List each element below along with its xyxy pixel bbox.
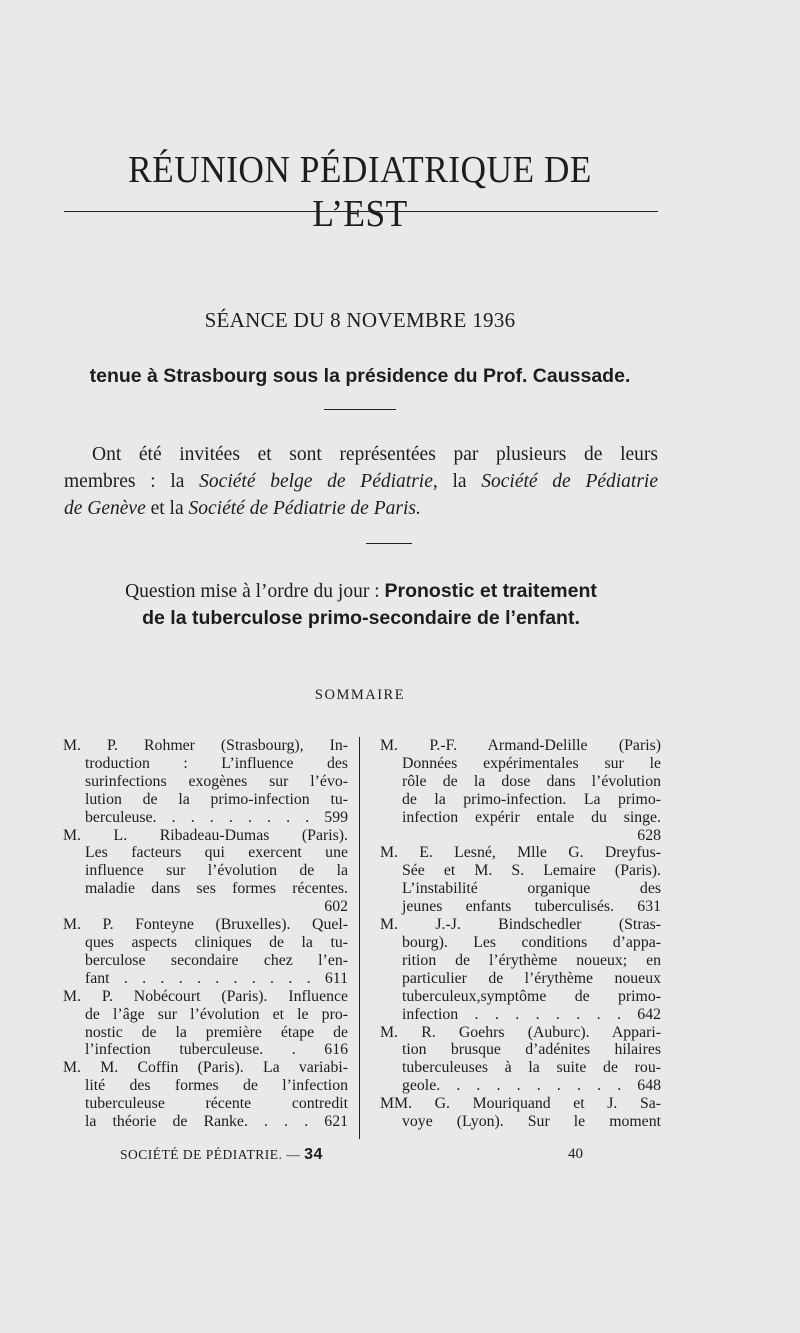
sommaire-line: 628 [637, 826, 661, 844]
sommaire-entry [63, 1059, 348, 1131]
sommaire-line: lité des formes de l’infection [85, 1077, 348, 1095]
sommaire-entry [63, 988, 348, 1060]
sommaire-entry [63, 916, 348, 988]
page-title: RÉUNION PÉDIATRIQUE DE L’EST [128, 149, 592, 235]
sommaire-line: bourg). Les conditions d’appa- [402, 933, 661, 951]
session-subheading: tenue à Strasbourg sous la présidence du Prof. Caussade. [89, 365, 631, 387]
sommaire-entry [380, 916, 661, 1023]
sommaire-line: berculeuse. . . . . . . . . 599 [85, 808, 348, 826]
sommaire-entry [63, 827, 348, 917]
sommaire-line: jeunes enfants tuberculisés. 631 [402, 898, 661, 916]
sommaire-line: maladie dans ses formes récentes. [85, 880, 348, 898]
divider-rule-2 [366, 543, 412, 544]
sommaire-line: Sée et M. S. Lemaire (Paris). [402, 862, 661, 880]
sommaire-line: de l’âge sur l’évolution et le pro- [85, 1005, 348, 1023]
sommaire-line: l’infection tuberculeuse. . 616 [85, 1041, 348, 1059]
sommaire-entry [380, 1024, 661, 1096]
sommaire-line: tuberculeuses à la suite de rou- [402, 1059, 661, 1077]
sommaire-line: tuberculeuse récente contredit [85, 1095, 348, 1113]
sommaire-line: tion brusque d’adénites hilaires [402, 1041, 661, 1059]
sommaire-line: M. P.-F. Armand-Delille (Paris) [380, 737, 661, 754]
sommaire-line: berculose secondaire chez l’en- [85, 951, 348, 969]
sommaire-line: M. P. Nobécourt (Paris). Influence [63, 987, 348, 1005]
sommaire-entry [380, 1095, 661, 1131]
sommaire-line: rition de l’érythème noueux; en [402, 951, 661, 969]
sommaire-line: fant . . . . . . . . . . . 611 [85, 969, 348, 987]
question-prefix: Question mise à l’ordre du jour : [125, 581, 385, 602]
sommaire-heading: SOMMAIRE [314, 687, 406, 703]
sommaire-line: la théorie de Ranke. . . . 621 [85, 1113, 348, 1131]
sommaire-line: geole. . . . . . . . . . 648 [402, 1077, 661, 1095]
sommaire-line: lution de la primo-infection tu- [85, 790, 348, 808]
sommaire-line: particulier de l’érythème noueux [402, 969, 661, 987]
sommaire-right-column [380, 737, 661, 1131]
question-paragraph [64, 578, 658, 632]
sommaire-line: L’instabilité organique des [402, 880, 661, 898]
title-rule [64, 211, 658, 212]
sommaire-line: tuberculeux,symptôme de primo- [402, 987, 661, 1005]
sommaire-line: surinfections exogènes sur l’évo- [85, 772, 348, 790]
sommaire-line: M. L. Ribadeau-Dumas (Paris). [63, 826, 348, 844]
sommaire-entry [380, 737, 661, 844]
sommaire-line: Les facteurs qui exercent une [85, 844, 348, 862]
sommaire-line: M. M. Coffin (Paris). La variabi- [63, 1059, 348, 1077]
footer-page-number: 40 [568, 1146, 583, 1162]
sommaire-line: infection . . . . . . . . 642 [402, 1005, 661, 1023]
sommaire-line: infection expérir entale du singe. [402, 808, 661, 826]
sommaire-line: Données expérimentales sur le [402, 754, 661, 772]
sommaire-line: troduction : L’influence des [85, 754, 348, 772]
sommaire-entry [380, 844, 661, 916]
sommaire-line: M. R. Goehrs (Auburc). Appari- [380, 1023, 661, 1041]
sommaire-line: 602 [324, 898, 348, 916]
sommaire-line: voye (Lyon). Sur le moment [402, 1113, 661, 1131]
sommaire-line: influence sur l’évolution de la [85, 862, 348, 880]
footer-society: SOCIÉTÉ DE PÉDIATRIE. — 34 [120, 1146, 323, 1163]
invitation-line-3: de Genève et la Société de Pédiatrie de Paris. [64, 498, 421, 519]
session-heading: SÉANCE DU 8 NOVEMBRE 1936 [204, 308, 516, 332]
sommaire-line: nostic de la première étape de [85, 1023, 348, 1041]
column-divider [359, 737, 360, 1139]
sommaire-line: rôle de la dose dans l’évolution [402, 772, 661, 790]
invitation-line-2: membres : la Société belge de Pédiatrie, la Société de Pédiatrie [64, 471, 659, 492]
sommaire-line: M. E. Lesné, Mlle G. Dreyfus- [380, 844, 661, 862]
divider-rule-1 [324, 409, 396, 410]
sommaire-entry [63, 737, 348, 827]
sommaire-line: M. P. Fonteyne (Bruxelles). Quel- [63, 916, 348, 934]
sommaire-left-column [63, 737, 348, 1131]
sommaire-line: M. J.-J. Bindschedler (Stras- [380, 916, 661, 934]
invitation-line-1: Ont été invitées et sont représentées par plusieurs de leurs [92, 444, 658, 465]
question-topic-1: Pronostic et traitement [384, 580, 597, 602]
sommaire-line: ques aspects cliniques de la tu- [85, 933, 348, 951]
sommaire-line: M. P. Rohmer (Strasbourg), In- [63, 737, 348, 754]
sommaire-line: MM. G. Mouriquand et J. Sa- [380, 1095, 661, 1113]
sommaire-line: de la primo-infection. La primo- [402, 790, 661, 808]
invitation-paragraph [64, 441, 658, 522]
question-topic-2: de la tuberculose primo-secondaire de l’enfant. [142, 607, 580, 629]
